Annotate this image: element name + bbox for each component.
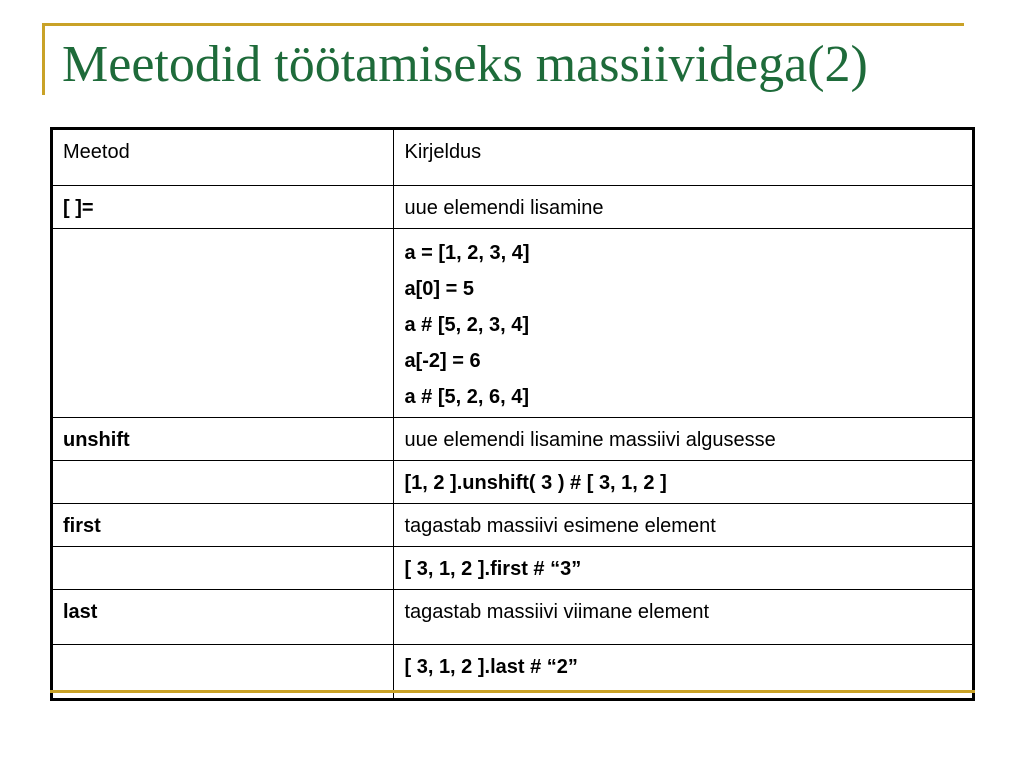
table-row <box>52 504 974 547</box>
accent-line-vertical <box>42 23 45 95</box>
table-row <box>52 461 974 504</box>
example-line: a = [1, 2, 3, 4] <box>404 242 530 264</box>
description-cell: tagastab massiivi viimane element <box>394 590 974 645</box>
method-cell <box>52 229 394 418</box>
example-line: a[-2] = 6 <box>404 350 481 372</box>
table-header-row <box>52 129 974 186</box>
example-cell <box>394 229 974 418</box>
example-line: a # [5, 2, 3, 4] <box>404 314 529 336</box>
description-cell: tagastab massiivi esimene element <box>394 504 974 547</box>
description-cell: uue elemendi lisamine <box>394 186 974 229</box>
table-row <box>52 186 974 229</box>
bottom-accent-rule <box>50 690 975 693</box>
accent-line-horizontal <box>42 23 964 26</box>
table-row <box>52 590 974 645</box>
example-line: a # [5, 2, 6, 4] <box>404 386 529 408</box>
example-cell: [ 3, 1, 2 ].last # “2” <box>394 645 974 700</box>
method-cell: [ ]= <box>52 186 394 229</box>
method-cell: first <box>52 504 394 547</box>
example-line: a[0] = 5 <box>404 278 474 300</box>
method-cell <box>52 547 394 590</box>
slide-title: Meetodid töötamiseks massiividega(2) <box>62 36 868 93</box>
example-cell: [1, 2 ].unshift( 3 ) # [ 3, 1, 2 ] <box>394 461 974 504</box>
header-description: Kirjeldus <box>394 129 974 186</box>
description-cell: uue elemendi lisamine massiivi algusesse <box>394 418 974 461</box>
example-cell: [ 3, 1, 2 ].first # “3” <box>394 547 974 590</box>
table-row <box>52 418 974 461</box>
table-row <box>52 229 974 418</box>
method-cell: unshift <box>52 418 394 461</box>
methods-table <box>50 127 975 701</box>
table-row <box>52 547 974 590</box>
method-cell <box>52 461 394 504</box>
header-method: Meetod <box>52 129 394 186</box>
methods-table-container <box>50 127 975 701</box>
method-cell: last <box>52 590 394 645</box>
